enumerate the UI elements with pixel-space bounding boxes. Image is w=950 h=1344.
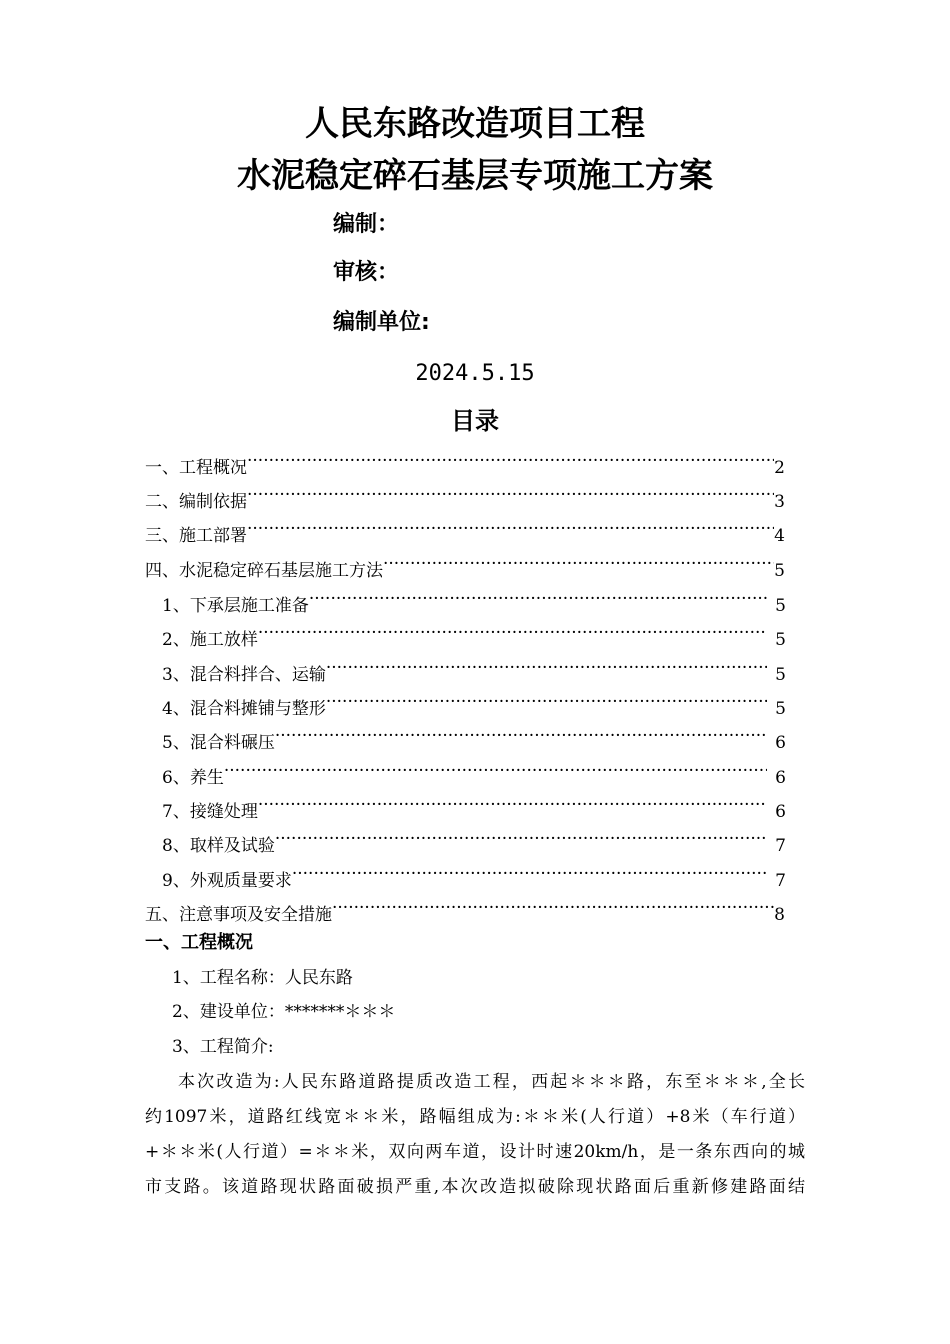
toc-page-number: 5 (775, 630, 786, 650)
toc-entry-label: 2、施工放样 (162, 630, 258, 650)
toc-page-number: 5 (775, 596, 786, 616)
toc-subentry[interactable] (162, 587, 786, 618)
document-date: 2024.5.15 (415, 361, 535, 386)
document-title-line1: 人民东路改造项目工程 (305, 104, 645, 144)
toc-dot-leader (275, 827, 767, 851)
toc-entry-label: 三、施工部署 (145, 526, 247, 546)
toc-subentry[interactable] (162, 793, 786, 824)
toc-page-number: 7 (775, 871, 786, 891)
toc-page-number: 5 (775, 665, 786, 685)
paragraph-line: +＊＊米(人行道）=＊＊米，双向两车道，设计时速20km/h，是一条东西向的城 (145, 1142, 805, 1162)
toc-dot-leader (224, 759, 767, 783)
toc-page-number: 6 (775, 768, 786, 788)
toc-heading: 目录 (451, 407, 499, 435)
section-heading: 一、工程概况 (145, 932, 253, 953)
toc-page-number: 6 (775, 733, 786, 753)
toc-entry[interactable] (145, 483, 785, 514)
toc-page-number: 4 (774, 526, 785, 546)
toc-subentry[interactable] (162, 827, 786, 858)
toc-dot-leader (258, 793, 767, 817)
toc-subentry[interactable] (162, 656, 786, 687)
toc-entry[interactable] (145, 896, 785, 927)
toc-dot-leader (309, 587, 767, 611)
builder-unit-item: 2、建设单位：*******＊＊＊ (172, 1002, 396, 1022)
compiling-unit-label: 编制单位: (333, 310, 430, 335)
document-title-line2: 水泥稳定碎石基层专项施工方案 (237, 156, 713, 196)
toc-dot-leader (326, 656, 767, 680)
toc-dot-leader (247, 517, 774, 541)
toc-entry-label: 6、养生 (162, 768, 224, 788)
toc-entry-label: 1、下承层施工准备 (162, 596, 309, 616)
toc-dot-leader (383, 552, 774, 576)
toc-dot-leader (292, 862, 767, 886)
toc-dot-leader (326, 690, 767, 714)
toc-entry-label: 二、编制依据 (145, 492, 247, 512)
reviewer-label: 审核： (333, 260, 400, 285)
toc-entry-label: 3、混合料拌合、运输 (162, 665, 326, 685)
toc-dot-leader (247, 449, 774, 473)
toc-page-number: 2 (774, 458, 785, 478)
toc-entry-label: 五、注意事项及安全措施 (145, 905, 332, 925)
toc-subentry[interactable] (162, 759, 786, 790)
toc-dot-leader (258, 621, 767, 645)
toc-entry-label: 一、工程概况 (145, 458, 247, 478)
toc-page-number: 8 (774, 905, 785, 925)
toc-page-number: 7 (775, 836, 786, 856)
toc-page-number: 5 (775, 699, 786, 719)
toc-page-number: 3 (774, 492, 785, 512)
toc-subentry[interactable] (162, 724, 786, 755)
toc-entry-label: 7、接缝处理 (162, 802, 258, 822)
toc-entry[interactable] (145, 552, 785, 583)
compiler-label: 编制： (333, 212, 400, 237)
toc-page-number: 6 (775, 802, 786, 822)
toc-entry-label: 四、水泥稳定碎石基层施工方法 (145, 561, 383, 581)
toc-entry[interactable] (145, 517, 785, 548)
toc-dot-leader (332, 896, 774, 920)
paragraph-line: 约1097米，道路红线宽＊＊米，路幅组成为:＊＊米(人行道）+8米（车行道） (145, 1107, 805, 1127)
paragraph-line: 本次改造为:人民东路道路提质改造工程，西起＊＊＊路，东至＊＊＊,全长 (178, 1072, 805, 1092)
toc-entry-label: 9、外观质量要求 (162, 871, 292, 891)
project-name-item: 1、工程名称：人民东路 (172, 968, 353, 988)
toc-entry-label: 8、取样及试验 (162, 836, 275, 856)
project-intro-item: 3、工程简介: (172, 1037, 274, 1057)
toc-page-number: 5 (774, 561, 785, 581)
toc-dot-leader (247, 483, 774, 507)
toc-dot-leader (275, 724, 767, 748)
toc-subentry[interactable] (162, 621, 786, 652)
toc-entry-label: 5、混合料碾压 (162, 733, 275, 753)
toc-subentry[interactable] (162, 862, 786, 893)
toc-entry[interactable] (145, 449, 785, 480)
paragraph-line: 市支路。该道路现状路面破损严重,本次改造拟破除现状路面后重新修建路面结 (145, 1177, 805, 1197)
toc-entry-label: 4、混合料摊铺与整形 (162, 699, 326, 719)
toc-subentry[interactable] (162, 690, 786, 721)
